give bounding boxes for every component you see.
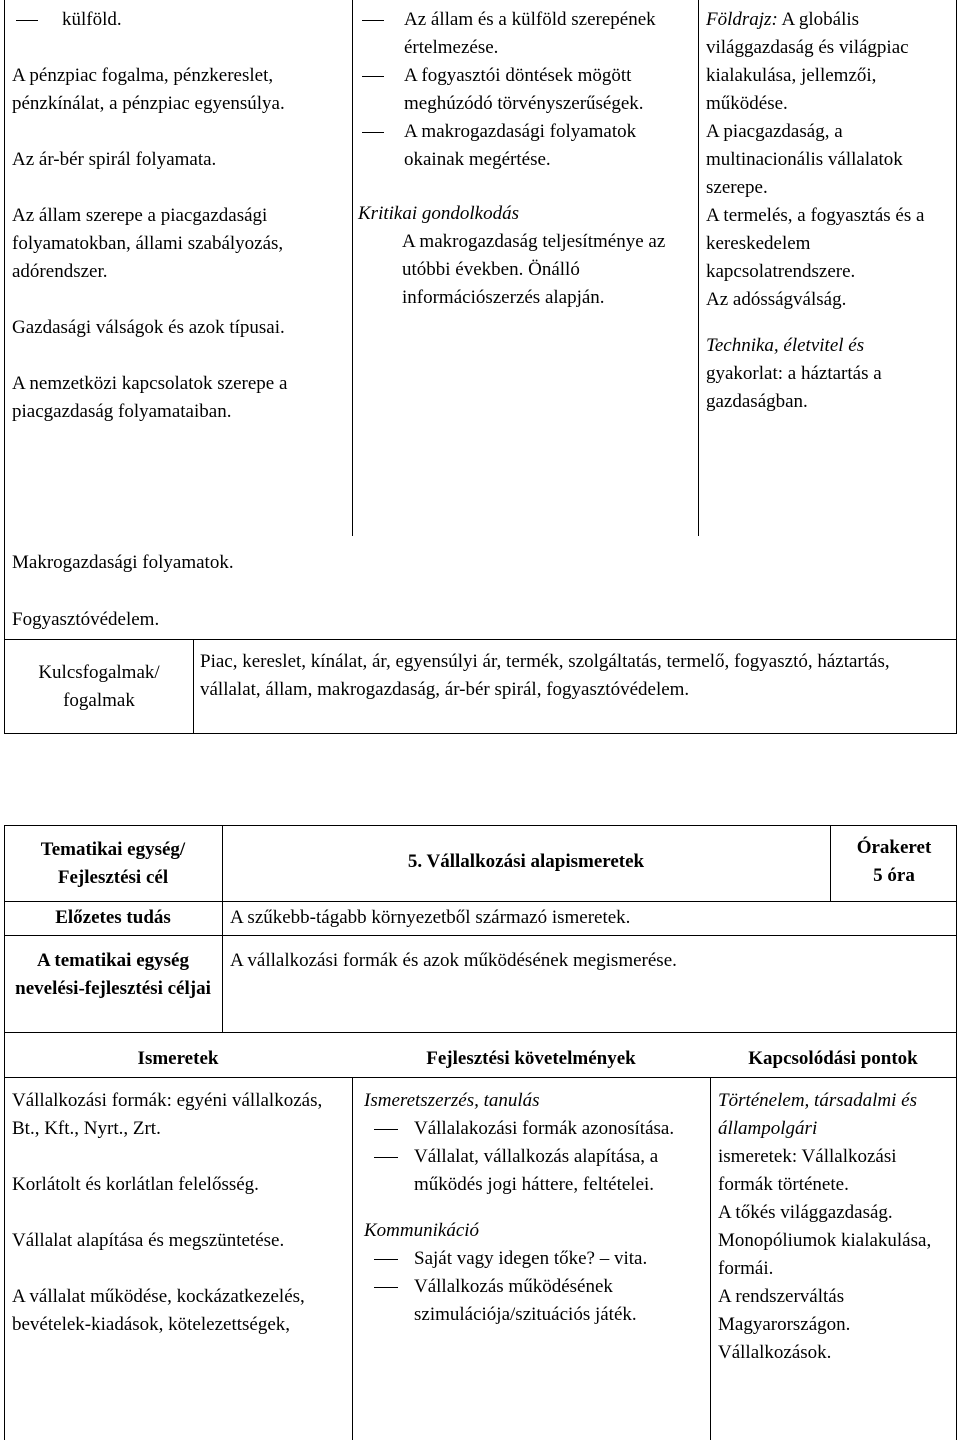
hours-divider xyxy=(830,825,831,902)
critical-thinking-heading: Kritikai gondolkodás xyxy=(358,203,519,224)
dash-item: A fogyasztói döntések mögött meghúzódó törvényszerűségek. xyxy=(358,62,694,118)
top-col-knowledge xyxy=(12,6,346,426)
link-line: A termelés, a fogyasztás és a kereskedelem kapcsolatrendszere. xyxy=(706,205,925,282)
prior-knowledge-label: Előzetes tudás xyxy=(55,907,171,928)
link-line: A rendszerváltás Magyarországon. xyxy=(718,1286,851,1335)
geography-label: Földrajz: xyxy=(706,9,778,30)
bottom-col-knowledge xyxy=(12,1087,346,1339)
unit-topic-label: Tematikai egység/ Fejlesztési cél xyxy=(40,839,186,888)
technika-label: Technika, életvitel és xyxy=(706,335,865,356)
history-label: Történelem, társadalmi és állampolgári xyxy=(718,1090,917,1139)
top-left-border xyxy=(4,0,5,734)
unit-row-divider-2 xyxy=(4,935,957,936)
goals-label: A tematikai egység nevelési-fejlesztési céljai xyxy=(15,950,211,999)
knowledge-item: Korlátolt és korlátlan felelősség. xyxy=(12,1174,259,1195)
link-line: A piacgazdaság, a multinacionális vállalatok szerepe. xyxy=(706,121,903,198)
paragraph: A pénzpiac fogalma, pénzkereslet, pénzkínálat, a pénzpiac egyensúlya. xyxy=(12,65,285,114)
learning-heading: Ismeretszerzés, tanulás xyxy=(364,1090,540,1111)
unit-left-border xyxy=(4,825,5,1440)
top-right-border xyxy=(956,0,957,734)
knowledge-item: Vállalat alapítása és megszüntetése. xyxy=(12,1230,285,1251)
fogyasztovedelem-line: Fogyasztóvédelem. xyxy=(12,609,160,630)
key-concepts-text: Piac, kereslet, kínálat, ár, egyensúlyi ár, termék, szolgáltatás, termelő, fogyasztó, háztartás, vállalat, állam, makrogazdaság, ár-bér spirál, fogyasztóvédelem. xyxy=(200,651,890,700)
link-line: Monopóliumok kialakulása, formái. xyxy=(718,1230,932,1279)
header-knowledge: Ismeretek xyxy=(137,1048,219,1069)
columns-divider-2 xyxy=(710,1077,711,1440)
knowledge-item: Vállalkozási formák: egyéni vállalkozás, Bt., Kft., Nyrt., Zrt. xyxy=(12,1090,323,1139)
unit-top-border xyxy=(4,825,957,826)
prior-knowledge-text: A szűkebb-tágabb környezetből származó ismeretek. xyxy=(230,907,631,928)
knowledge-item: A vállalat működése, kockázatkezelés, bevételek-kiadások, kötelezettségek, xyxy=(12,1286,305,1335)
columns-divider-1 xyxy=(352,1077,353,1440)
dash-item: külföld. xyxy=(12,6,346,34)
history-text: ismeretek: Vállalkozási formák története. xyxy=(718,1146,897,1195)
bottom-col-requirements xyxy=(364,1087,706,1329)
bottom-col-links xyxy=(718,1087,952,1367)
unit-row-divider-3 xyxy=(4,1032,957,1033)
link-line: A tőkés világgazdaság. xyxy=(718,1202,893,1223)
geography-text: A globális világgazdaság és világpiac kialakulása, jellemzői, működése. xyxy=(706,9,909,114)
unit-right-border xyxy=(956,825,957,1440)
key-concepts-top-border xyxy=(4,639,957,640)
requirement-item: Saját vagy idegen tőke? – vita. xyxy=(364,1245,706,1273)
link-line: Az adósságválság. xyxy=(706,289,847,310)
hours-label: Órakeret xyxy=(856,837,932,858)
goals-text: A vállalkozási formák és azok működésének megismerése. xyxy=(230,950,677,971)
geography-link xyxy=(706,6,952,118)
top-divider-2 xyxy=(698,0,699,536)
makro-line: Makrogazdasági folyamatok. xyxy=(12,552,234,573)
unit-row-divider-1 xyxy=(4,901,957,902)
dash-item: Az állam és a külföld szerepének értelmezése. xyxy=(358,6,694,62)
paragraph: A nemzetközi kapcsolatok szerepe a piacgazdaság folyamataiban. xyxy=(12,373,288,422)
paragraph: Gazdasági válságok és azok típusai. xyxy=(12,317,285,338)
technika-text: gyakorlat: a háztartás a gazdaságban. xyxy=(706,363,882,412)
unit-label-divider xyxy=(222,825,223,1033)
paragraph: Az állam szerepe a piacgazdasági folyamatokban, állami szabályozás, adórendszer. xyxy=(12,205,284,282)
columns-header-divider xyxy=(4,1077,957,1078)
top-col-requirements xyxy=(358,6,694,312)
key-concepts-bottom-border xyxy=(4,733,957,734)
unit-title: 5. Vállalkozási alapismeretek xyxy=(407,851,645,872)
link-line: Vállalkozások. xyxy=(718,1342,832,1363)
key-concepts-divider xyxy=(193,639,194,734)
header-requirements: Fejlesztési követelmények xyxy=(426,1048,636,1069)
hours-value: 5 óra xyxy=(873,865,915,886)
dash-item: A makrogazdasági folyamatok okainak megértése. xyxy=(358,118,694,174)
paragraph: Az ár-bér spirál folyamata. xyxy=(12,149,217,170)
key-concepts-label: Kulcsfogalmak/ fogalmak xyxy=(38,662,160,711)
requirement-item: Vállalat, vállalkozás alapítása, a működés jogi háttere, feltételei. xyxy=(364,1143,706,1199)
critical-thinking-text: A makrogazdaság teljesítménye az utóbbi években. Önálló információszerzés alapján. xyxy=(402,231,666,308)
top-divider-1 xyxy=(352,0,353,536)
communication-heading: Kommunikáció xyxy=(364,1220,480,1241)
requirement-item: Vállalkozás működésének szimulációja/szituációs játék. xyxy=(364,1273,706,1329)
top-col-links xyxy=(706,6,952,416)
requirement-item: Vállalakozási formák azonosítása. xyxy=(364,1115,706,1143)
header-links: Kapcsolódási pontok xyxy=(748,1048,918,1069)
